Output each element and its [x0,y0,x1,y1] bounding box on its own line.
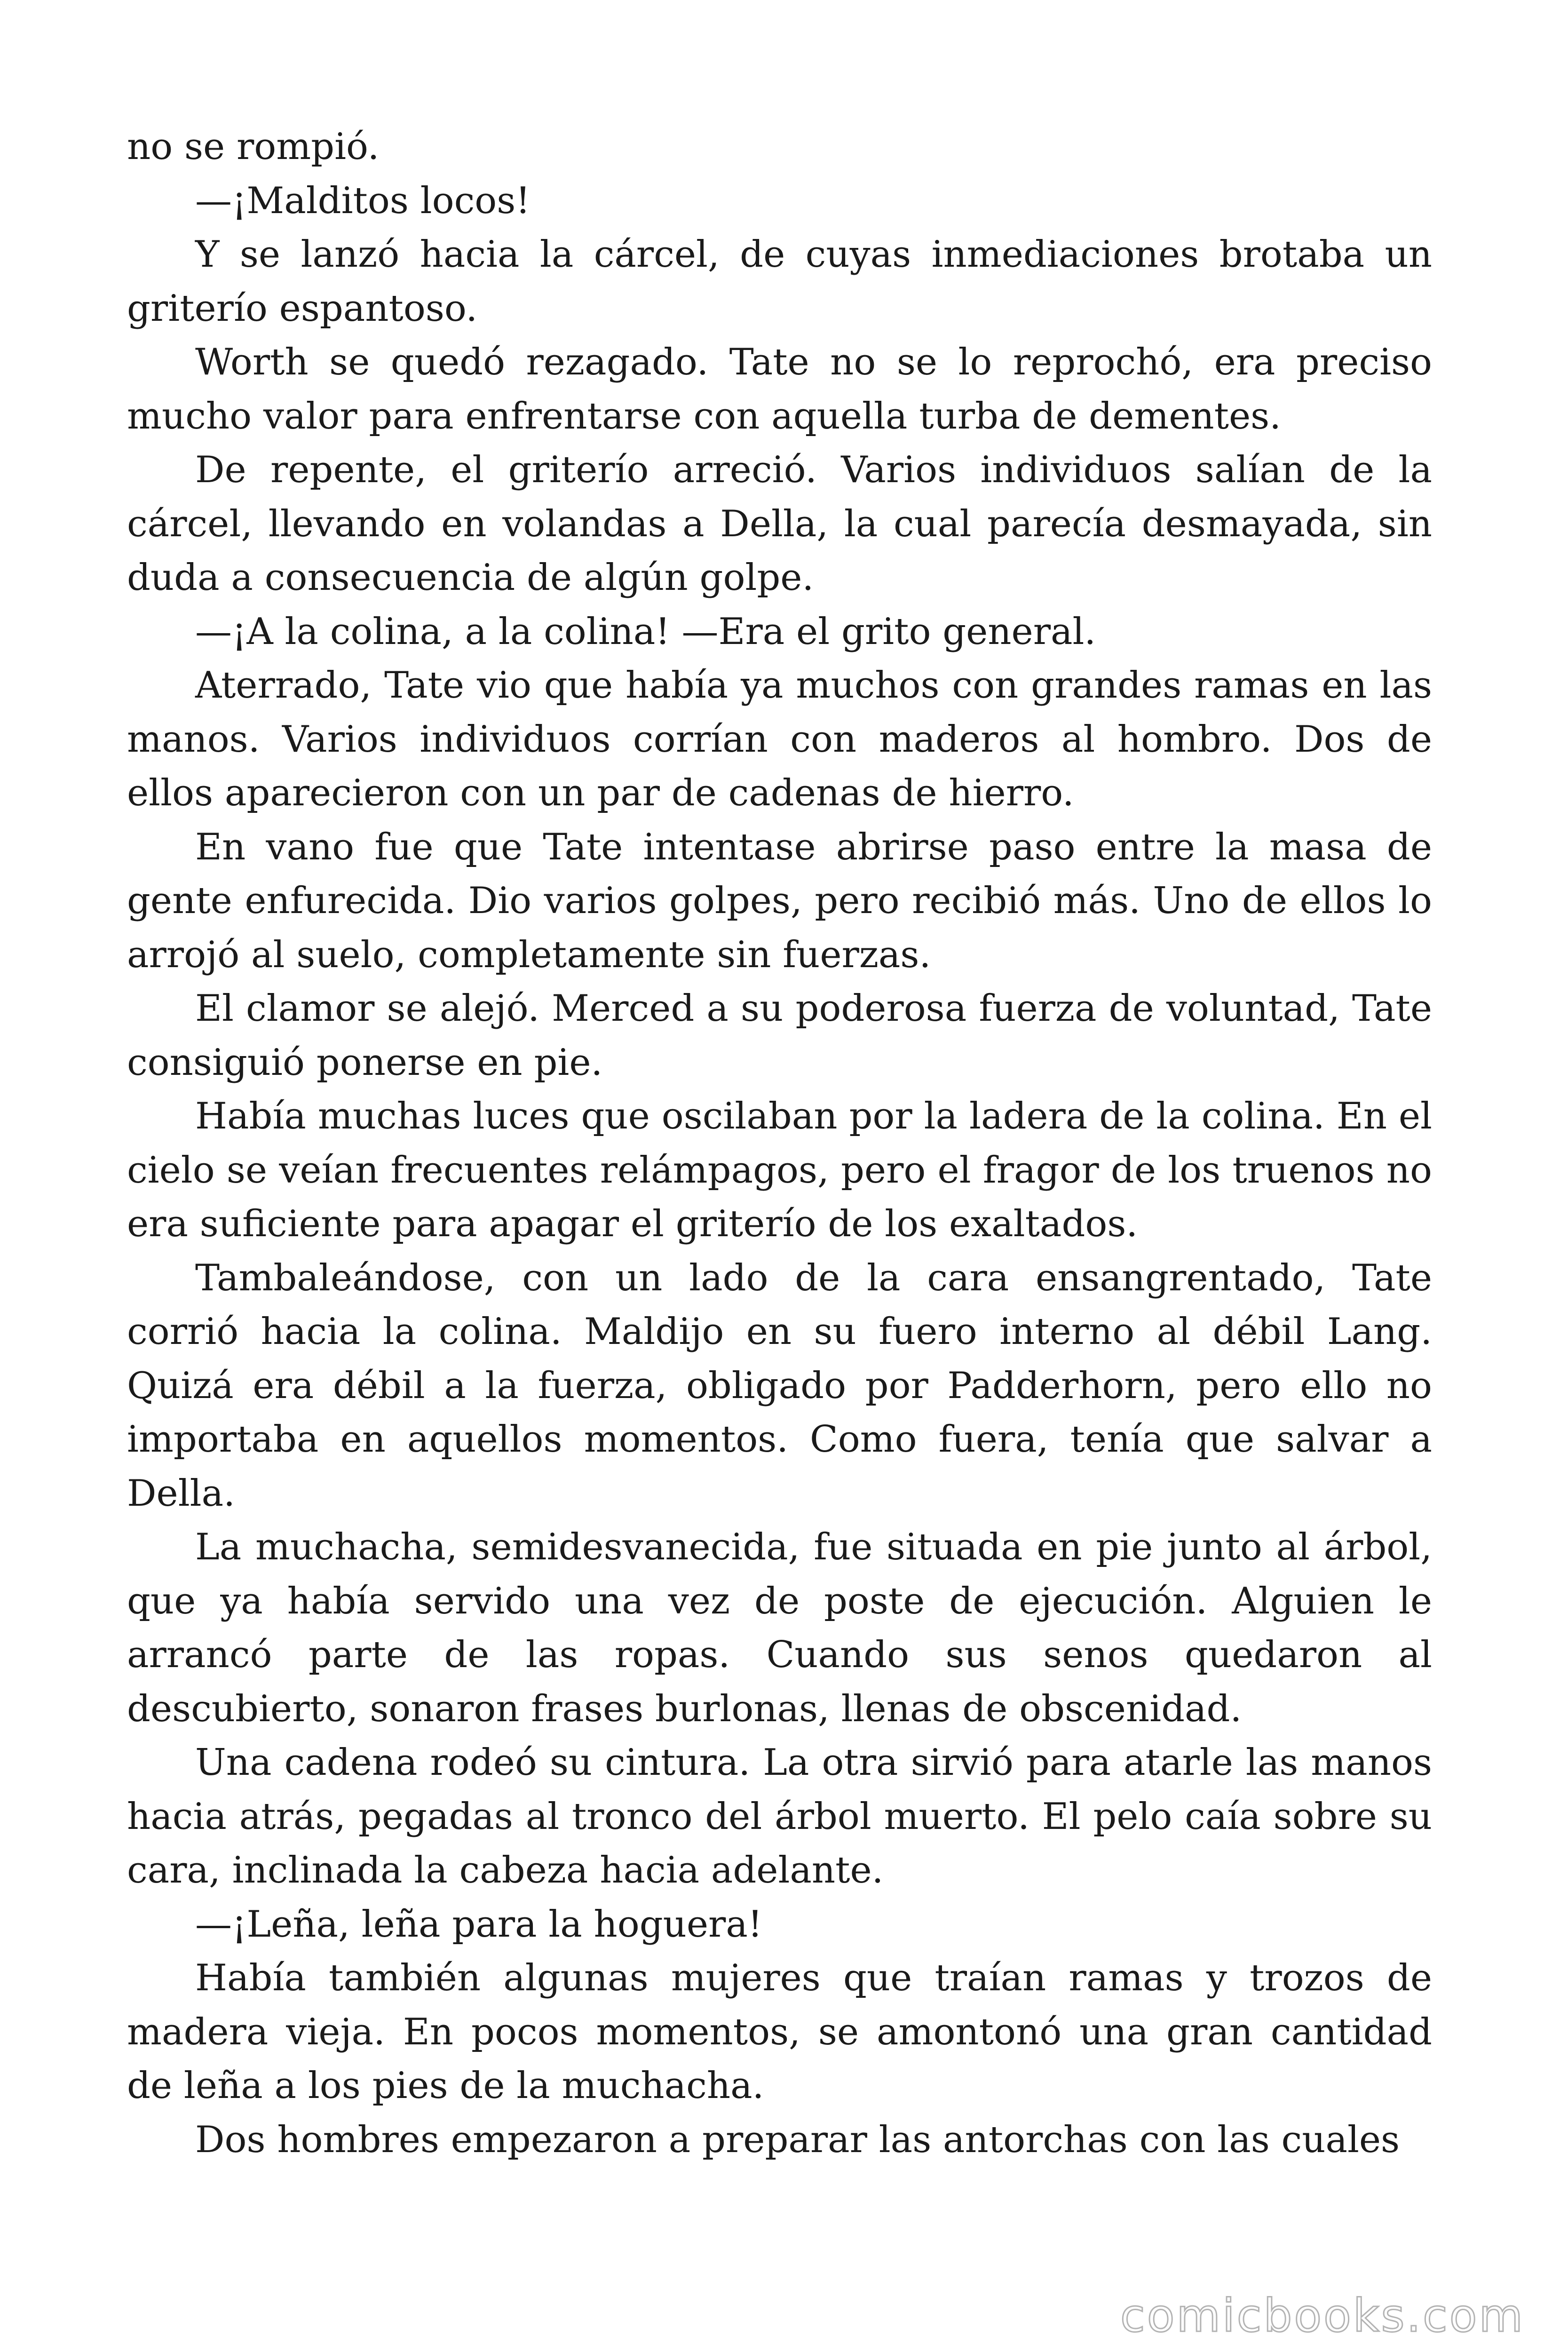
paragraph-16: Dos hombres empezaron a preparar las antorchas con las cuales [195,2118,1400,2161]
watermark-logo: comicbooks.com [1120,2289,1525,2342]
paragraph-6: —¡A la colina, a la colina! —Era el grito general. [195,610,1096,653]
paragraph-12: La muchacha, semidesvanecida, fue situada en pie junto al árbol, que ya había servido una vez de poste de ejecución. Alguien le arrancó parte de las ropas. Cuando sus senos quedaron al descubierto, sonaron frases burlonas, llenas de obscenidad. [127,1526,1432,1730]
paragraph-10: Había muchas luces que oscilaban por la ladera de la colina. En el cielo se veían frecuentes relámpagos, pero el fragor de los truenos no era suficiente para apagar el griterío de los exaltados. [127,1095,1432,1245]
paragraph-15: Había también algunas mujeres que traían ramas y trozos de madera vieja. En pocos momentos, se amontonó una gran cantidad de leña a los pies de la muchacha. [127,1957,1432,2107]
page-body [127,120,1432,2167]
paragraph-2: —¡Malditos locos! [195,179,531,222]
paragraph-3: Y se lanzó hacia la cárcel, de cuyas inmediaciones brotaba un griterío espantoso. [127,233,1432,330]
paragraph-4: Worth se quedó rezagado. Tate no se lo reprochó, era preciso mucho valor para enfrentarse con aquella turba de dementes. [127,341,1432,437]
paragraph-7: Aterrado, Tate vio que había ya muchos con grandes ramas en las manos. Varios individuos corrían con maderos al hombro. Dos de ellos aparecieron con un par de cadenas de hierro. [127,664,1432,814]
paragraph-5: De repente, el griterío arreció. Varios individuos salían de la cárcel, llevando en volandas a Della, la cual parecía desmayada, sin duda a consecuencia de algún golpe. [127,449,1432,599]
paragraph-14: —¡Leña, leña para la hoguera! [195,1903,763,1946]
paragraph-13: Una cadena rodeó su cintura. La otra sirvió para atarle las manos hacia atrás, pegadas al tronco del árbol muerto. El pelo caía sobre su cara, inclinada la cabeza hacia adelante. [127,1741,1432,1891]
paragraph-11: Tambaleándose, con un lado de la cara ensangrentado, Tate corrió hacia la colina. Maldijo en su fuero interno al débil Lang. Quizá era débil a la fuerza, obligado por Padderhorn, pero ello no importaba en aquellos momentos. Como fuera, tenía que salvar a Della. [127,1256,1432,1515]
paragraph-9: El clamor se alejó. Merced a su poderosa fuerza de voluntad, Tate consiguió ponerse en pie. [127,987,1432,1084]
paragraph-1: no se rompió. [127,126,380,168]
paragraph-8: En vano fue que Tate intentase abrirse paso entre la masa de gente enfurecida. Dio varios golpes, pero recibió más. Uno de ellos lo arrojó al suelo, completamente sin fuerzas. [127,826,1432,976]
